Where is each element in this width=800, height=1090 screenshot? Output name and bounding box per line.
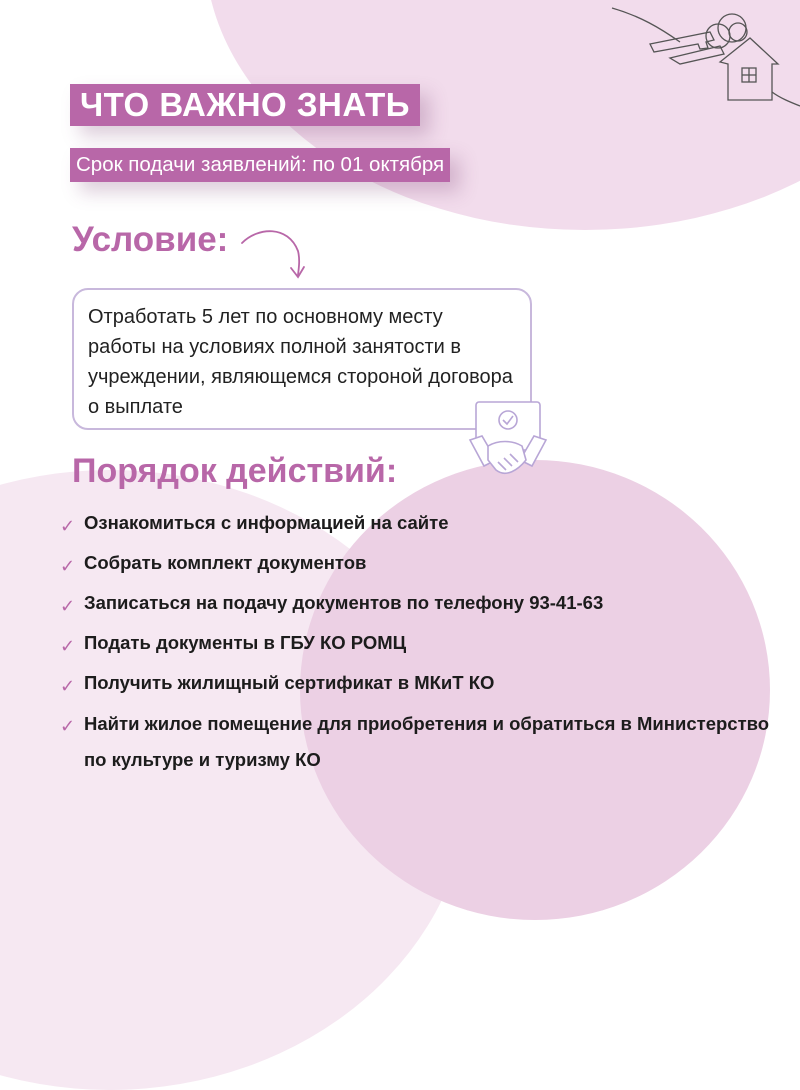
condition-text: Отработать 5 лет по основному месту работы на условиях полной занятости в учреждении, являющемся стороной договора о выплате (88, 306, 513, 418)
check-icon: ✓ (60, 516, 76, 536)
check-icon: ✓ (60, 556, 76, 576)
deadline-banner: Срок подачи заявлений: по 01 октября (70, 148, 450, 182)
check-icon: ✓ (60, 676, 76, 696)
step-text: Подать документы в ГБУ КО РОМЦ (84, 632, 407, 653)
step-text: Записаться на подачу документов по телефону 93-41-63 (84, 592, 604, 613)
handshake-icon (466, 400, 550, 490)
step-text: Получить жилищный сертификат в МКиТ КО (84, 672, 495, 693)
list-item (60, 506, 784, 546)
step-text: Найти жилое помещение для приобретения и обратиться в Министерство по культуре и туризму КО (84, 713, 770, 770)
list-item (60, 706, 784, 784)
step-text: Ознакомиться с информацией на сайте (84, 512, 449, 533)
step-text: Собрать комплект документов (84, 552, 367, 573)
condition-box (72, 288, 532, 430)
check-icon: ✓ (60, 596, 76, 616)
list-item (60, 586, 784, 626)
steps-list (60, 506, 784, 784)
check-icon: ✓ (60, 636, 76, 656)
list-item (60, 626, 784, 666)
keys-icon (610, 2, 800, 112)
list-item (60, 546, 784, 586)
check-icon: ✓ (60, 716, 76, 736)
page-title: ЧТО ВАЖНО ЗНАТЬ (70, 84, 420, 126)
list-item (60, 666, 784, 706)
condition-heading: Условие: (72, 220, 229, 259)
arrow-icon (238, 225, 318, 285)
steps-heading: Порядок действий: (72, 452, 398, 490)
